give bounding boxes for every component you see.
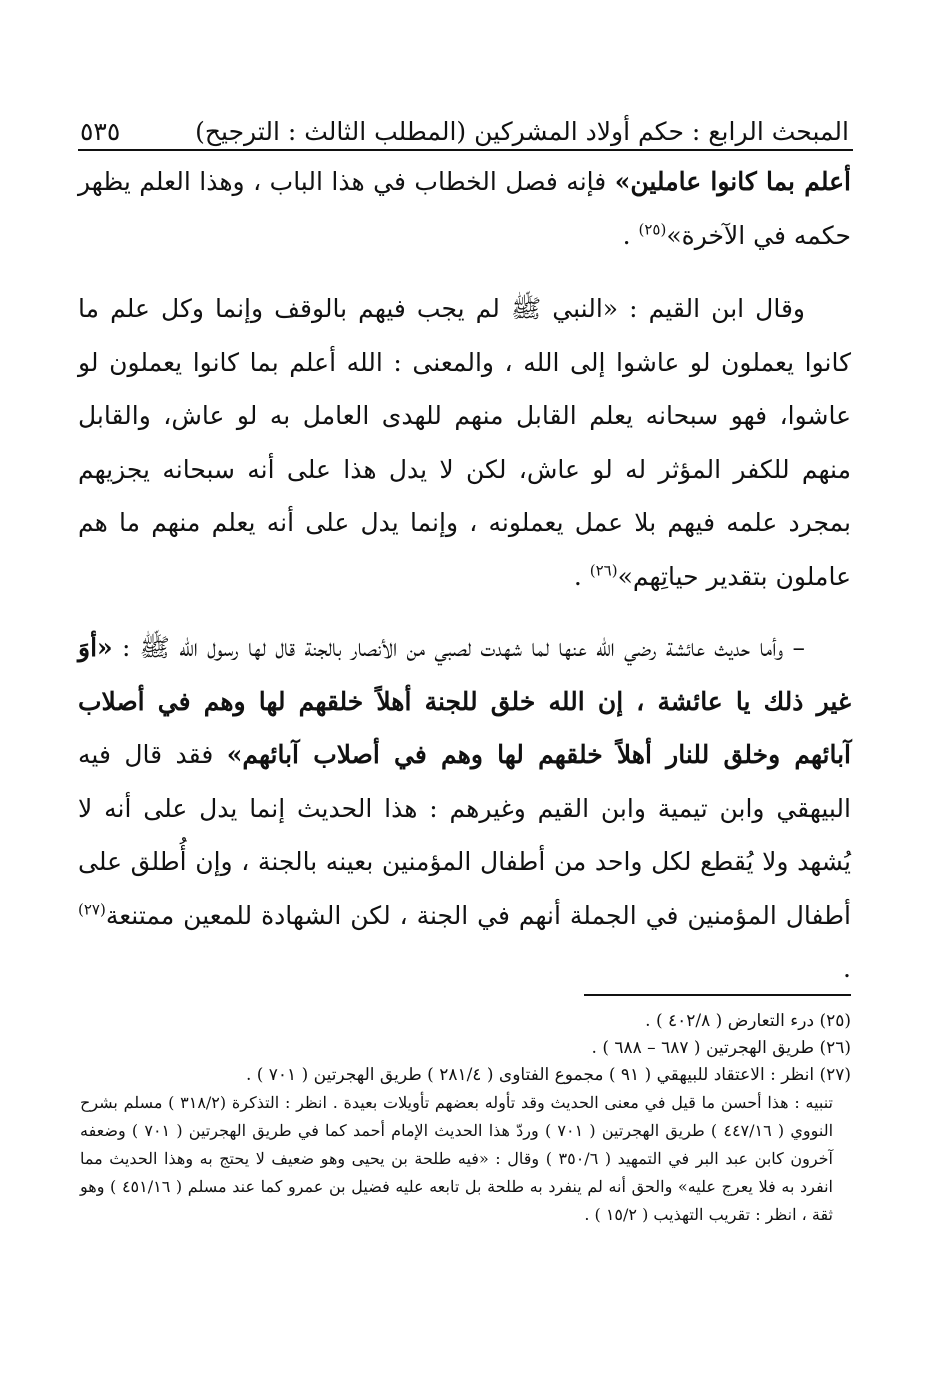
footnotes [80, 1008, 851, 1229]
paragraph-3-text: – وأما حديث عائشة رضي الله عنها لما شهدت لصبي من الأنصار بالجنة قال لها رسول الله ﷺ : [112, 633, 805, 662]
paragraph-1-text: فإنه فصل الخطاب في هذا الباب ، وهذا العلم يظهر حكمه في الآخرة» [78, 167, 851, 250]
paragraph-3-end: . [843, 954, 851, 983]
paragraph-2 [78, 282, 851, 603]
footnote-ref-25[interactable]: (٢٥) [638, 220, 667, 239]
paragraph-2-end: . [573, 561, 590, 591]
header-title: المبحث الرابع : حكم أولاد المشركين (المطلب الثالث : الترجيح) [195, 117, 849, 146]
footnote-27: (٢٧) انظر : الاعتقاد للبيهقي ( ٩١ ) مجموع الفتاوى ( ٢٨١/٤ ) طريق الهجرتين ( ٧٠١ ) . [245, 1065, 851, 1085]
footnote-25: (٢٥) درء التعارض ( ٤٠٢/٨ ) . [645, 1011, 851, 1031]
quote-bold: أعلم بما كانوا عاملين» [614, 167, 852, 196]
footnote-divider [584, 994, 851, 996]
running-header [80, 100, 849, 146]
paragraph-3-rest: فقد قال فيه البيهقي وابن تيمية وابن القيم وغيرهم : هذا الحديث إنما يدل على أنه لا يُشهد ولا يُقطع لكل واحد من أطفال المؤمنين بعينه بالجنة ، وإن أُطلق على أطفال المؤمنين في الجملة أنهم في الجنة ، لكن الشهادة للمعين ممتنعة [78, 740, 851, 930]
footnote-ref-26[interactable]: (٢٦) [589, 561, 618, 580]
paragraph-1-end: . [622, 220, 639, 250]
hadith-bold: «أوَ غير ذلك يا عائشة ، إن الله خلق للجنة أهلاً خلقهم لها وهم في أصلاب آبائهم وخلق للنار أهلاً خلقهم لها وهم في أصلاب آبائهم» [78, 633, 851, 769]
main-text [78, 155, 851, 1014]
footnote-26: (٢٦) طريق الهجرتين ( ٦٨٧ – ٦٨٨ ) . [591, 1038, 851, 1058]
paragraph-2-text: وقال ابن القيم : «النبي ﷺ لم يجب فيهم بالوقف وإنما وكل علم ما كانوا يعملون لو عاشوا إلى الله ، والمعنى : الله أعلم بما كانوا يعملون لو عاشوا، فهو سبحانه يعلم القابل منهم للهدى العامل به لو عاش، والقابل منهم للكفر المؤثر له لو عاش، لكن لا يدل هذا على أنه سبحانه يجزيهم بمجرد علمه فيهم بلا عمل يعملونه ، وإنما يدل على أنه يعلم منهم ما هم عاملون بتقدير حياتِهم» [78, 294, 852, 591]
header-divider [78, 149, 853, 151]
page-number: ٥٣٥ [80, 117, 121, 146]
paragraph-1 [78, 155, 851, 262]
footnote-ref-27[interactable]: (٢٧) [78, 900, 106, 919]
paragraph-3 [78, 621, 851, 996]
footnote-note: تنبيه : هذا أحسن ما قيل في معنى الحديث وقد تأوله بعضهم تأويلات بعيدة . انظر : التذكرة (٣١٨/٢ ) مسلم بشرح النووي ( ٤٤٧/١٦ ) طريق الهجرتين ( ٧٠١ ) وردّ هذا الحديث الإمام أحمد كما في طريق الهجرتين ( ٧٠١ ) وضعفه آخرون كابن عبد البر في التمهيد ( ٣٥٠/٦ ) وقال : «فيه طلحة بن يحيى وهو ضعيف لا يحتج به وهذا الحديث مما انفرد به فلا يعرج عليه» والحق أنه لم ينفرد به طلحة بل تابعه عليه فضيل بن عمرو كما عند مسلم ( ٤٥١/١٦ ) وهو ثقة ، انظر : تقريب التهذيب ( ١٥/٢ ) . [80, 1093, 834, 1224]
